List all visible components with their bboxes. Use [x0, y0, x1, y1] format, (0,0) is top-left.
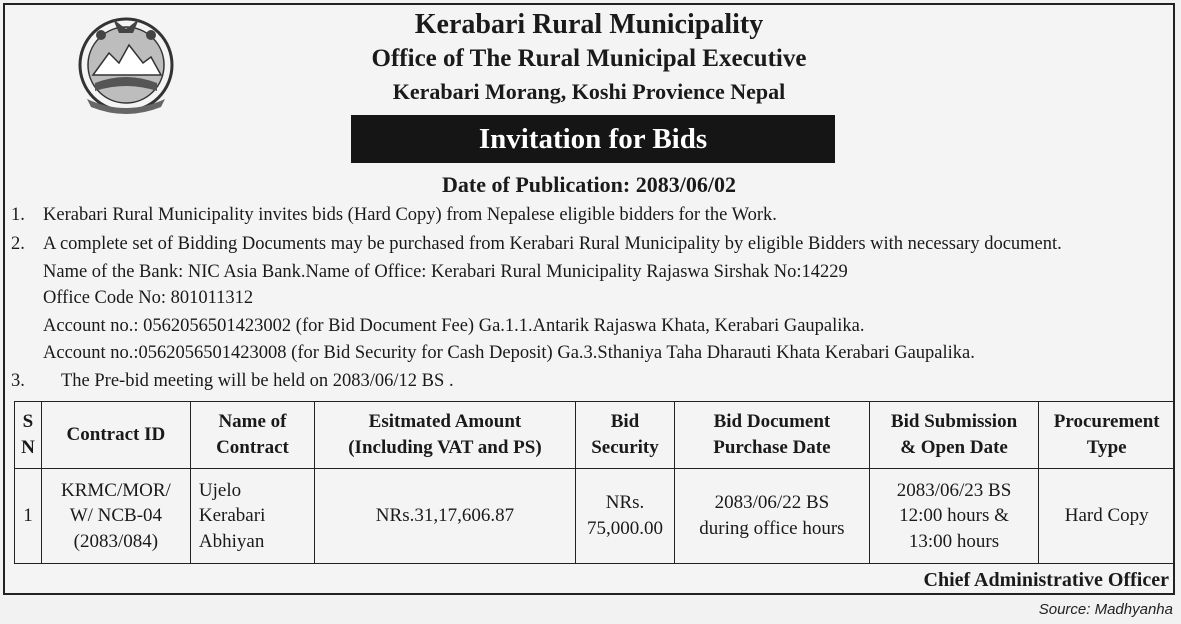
point-text: Kerabari Rural Municipality invites bids (Hard Copy) from Nepalese eligible bidders for the Work.: [43, 205, 777, 225]
cell-purchase-date: 2083/06/22 BS during office hours: [675, 469, 870, 564]
cell-amount: NRs.31,17,606.87: [315, 469, 576, 564]
cell-submission-date: 2083/06/23 BS 12:00 hours & 13:00 hours: [869, 469, 1039, 564]
account-fee: Account no.: 0562056501423002 (for Bid Document Fee) Ga.1.1.Antarik Rajaswa Khata, Kerabari Gaupalika.: [43, 316, 865, 336]
signatory: Chief Administrative Officer: [923, 569, 1169, 591]
cell-contract-name: Ujelo Kerabari Abhiyan: [190, 469, 314, 564]
cell-security: NRs. 75,000.00: [575, 469, 674, 564]
cell-contract-id: KRMC/MOR/ W/ NCB-04 (2083/084): [41, 469, 190, 564]
cell-sn: 1: [15, 469, 42, 564]
col-header-contract-id: Contract ID: [41, 402, 190, 469]
cell-procurement: Hard Copy: [1039, 469, 1175, 564]
bid-notice: [3, 3, 1175, 595]
col-header-purchase-date: Bid Document Purchase Date: [675, 402, 870, 469]
source-credit: Source: Madhyanha: [1038, 601, 1173, 618]
col-header-procurement: Procurement Type: [1039, 402, 1175, 469]
office-name: Office of The Rural Municipal Executive: [371, 45, 807, 72]
col-header-name: Name of Contract: [190, 402, 314, 469]
office-address: Kerabari Morang, Koshi Provience Nepal: [392, 79, 786, 104]
col-header-amount: Esitmated Amount (Including VAT and PS): [315, 402, 576, 469]
col-header-submission-date: Bid Submission & Open Date: [869, 402, 1039, 469]
office-code: Office Code No: 801011312: [43, 288, 254, 308]
point-number: 1.: [11, 205, 25, 225]
municipality-name: Kerabari Rural Municipality: [414, 9, 764, 40]
bank-details: Name of the Bank: NIC Asia Bank.Name of Office: Kerabari Rural Municipality Rajaswa Sirshak No:14229: [43, 262, 848, 282]
table-header-row: [15, 402, 1175, 469]
notice-title: Invitation for Bids: [351, 115, 835, 163]
publication-date: Date of Publication: 2083/06/02: [442, 172, 736, 197]
account-security: Account no.:0562056501423008 (for Bid Security for Cash Deposit) Ga.3.Sthaniya Taha Dharauti Khata Kerabari Gaupalika.: [43, 343, 975, 363]
point-number: 3.: [11, 371, 25, 391]
table-row: [15, 469, 1175, 564]
bid-table: [14, 401, 1175, 564]
col-header-sn: S N: [15, 402, 42, 469]
point-text: A complete set of Bidding Documents may be purchased from Kerabari Rural Municipality by eligible Bidders with necessary document.: [43, 234, 1062, 254]
point-number: 2.: [11, 234, 25, 254]
col-header-security: Bid Security: [575, 402, 674, 469]
point-text: The Pre-bid meeting will be held on 2083/06/12 BS .: [61, 371, 454, 391]
